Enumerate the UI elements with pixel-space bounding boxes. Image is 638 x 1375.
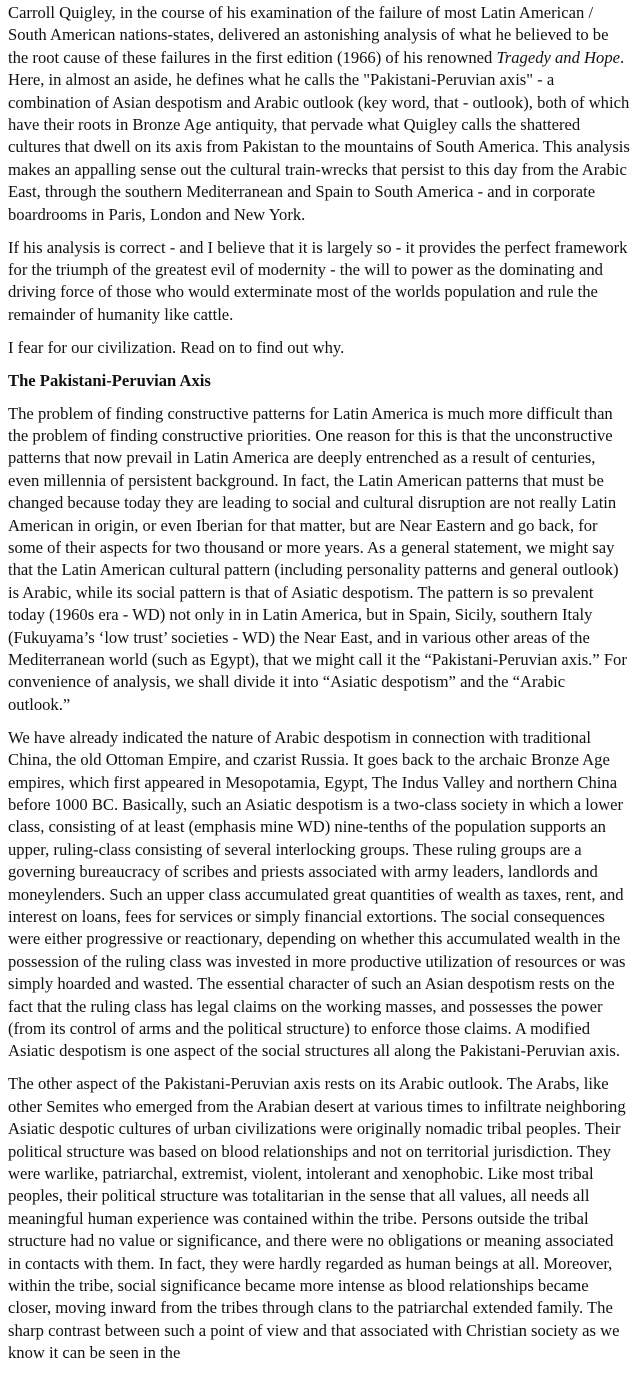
- asiatic-despotism-paragraph: We have already indicated the nature of Arabic despotism in connection with traditional China, the old Ottoman Empire, and czarist Russia. It goes back to the archaic Bronze Age empires, which first appeared in Mesopotamia, Egypt, The Indus Valley and northern China before 1000 BC. Basically, such an Asiatic despotism is a two-class society in which a lower class, consisting of at least (emphasis mine WD) nine-tenths of the population supports an upper, ruling-class consisting of several interlocking groups. These ruling groups are a governing bureaucracy of scribes and priests associated with army leaders, landlords and moneylenders. Such an upper class accumulated great quantities of wealth as taxes, rent, and interest on loans, fees for services or simply financial extortions. The social consequences were either progressive or reactionary, depending on whether this accumulated wealth in the possession of the ruling class was invested in more productive utilization of resources or was simply hoarded and wasted. The essential character of such an Asian despotism rests on the fact that the ruling class has legal claims on the working masses, and possesses the power (from its control of arms and the political structure) to enforce those claims. A modified Asiatic despotism is one aspect of the social structures all along the Pakistani-Peruvian axis.: [8, 727, 626, 1061]
- fear-paragraph: I fear for our civilization. Read on to find out why.: [8, 337, 345, 357]
- analysis-paragraph: If his analysis is correct - and I believe that it is largely so - it provides the perfect framework for the triumph of the greatest evil of modernity - the will to power as the dominating and driving force of those who would exterminate most of the worlds population and rule the remainder of humanity like cattle.: [8, 237, 628, 324]
- arabic-outlook-paragraph: The other aspect of the Pakistani-Peruvian axis rests on its Arabic outlook. The Arabs, like other Semites who emerged from the Arabian desert at various times to infiltrate neighboring Asiatic despotic cultures of urban civilizations were originally nomadic tribal peoples. Their political structure was based on blood relationships and not on territorial jurisdiction. They were warlike, patriarchal, extremist, violent, intolerant and xenophobic. Like most tribal peoples, their political structure was totalitarian in the sense that all values, all needs all meaningful human experience was contained within the tribe. Persons outside the tribal structure had no value or significance, and there were no obligations or meaning associated in contacts with them. In fact, they were hardly regarded as human beings at all. Moreover, within the tribe, social significance became more intense as blood relationships became closer, moving inward from the tribes through clans to the patriarchal extended family. The sharp contrast between such a point of view and that associated with Christian society as we know it can be seen in the: [8, 1074, 626, 1363]
- book-title: Tragedy and Hope: [496, 47, 620, 67]
- section-heading: The Pakistani-Peruvian Axis: [8, 370, 211, 390]
- intro-text-end: . Here, in almost an aside, he defines what he calls the "Pakistani-Peruvian axis" - a combination of Asian despotism and Arabic outlook (key word, that - outlook), both of which have their roots in Bronze Age antiquity, that pervade what Quigley calls the shattered cultures that dwell on its axis from Pakistan to the mountains of South America. This analysis makes an appalling sense out the cultural train-wrecks that persist to this day from the Arabic East, through the southern Mediterranean and Spain to South America - and in corporate boardrooms in Paris, London and New York.: [8, 47, 630, 224]
- intro-paragraph: [8, 2, 630, 226]
- latin-america-paragraph: The problem of finding constructive patterns for Latin America is much more difficult than the problem of finding constructive priorities. One reason for this is that the unconstructive patterns that now prevail in Latin America are deeply entrenched as a result of centuries, even millennia of persistent background. In fact, the Latin American patterns that must be changed because today they are leading to social and cultural disruption are not really Latin American in origin, or even Iberian for that matter, but are Near Eastern and go back, for some of their aspects for two thousand or more years. As a general statement, we might say that the Latin American cultural pattern (including personality patterns and general outlook) is Arabic, while its social pattern is that of Asiatic despotism. The pattern is so prevalent today (1960s era - WD) not only in in Latin America, but in Spain, Sicily, southern Italy (Fukuyama’s ‘low trust’ societies - WD) the Near East, and in various other areas of the Mediterranean world (such as Egypt), that we might call it the “Pakistani-Peruvian axis.” For convenience of analysis, we shall divide it into “Asiatic despotism” and the “Arabic outlook.”: [8, 403, 627, 714]
- article-body: [8, 0, 630, 1375]
- intro-text-start: Carroll Quigley, in the course of his examination of the failure of most Latin American / South American nations-states, delivered an astonishing analysis of what he believed to be the root cause of these failures in the first edition (1966) of his renowned: [8, 3, 609, 67]
